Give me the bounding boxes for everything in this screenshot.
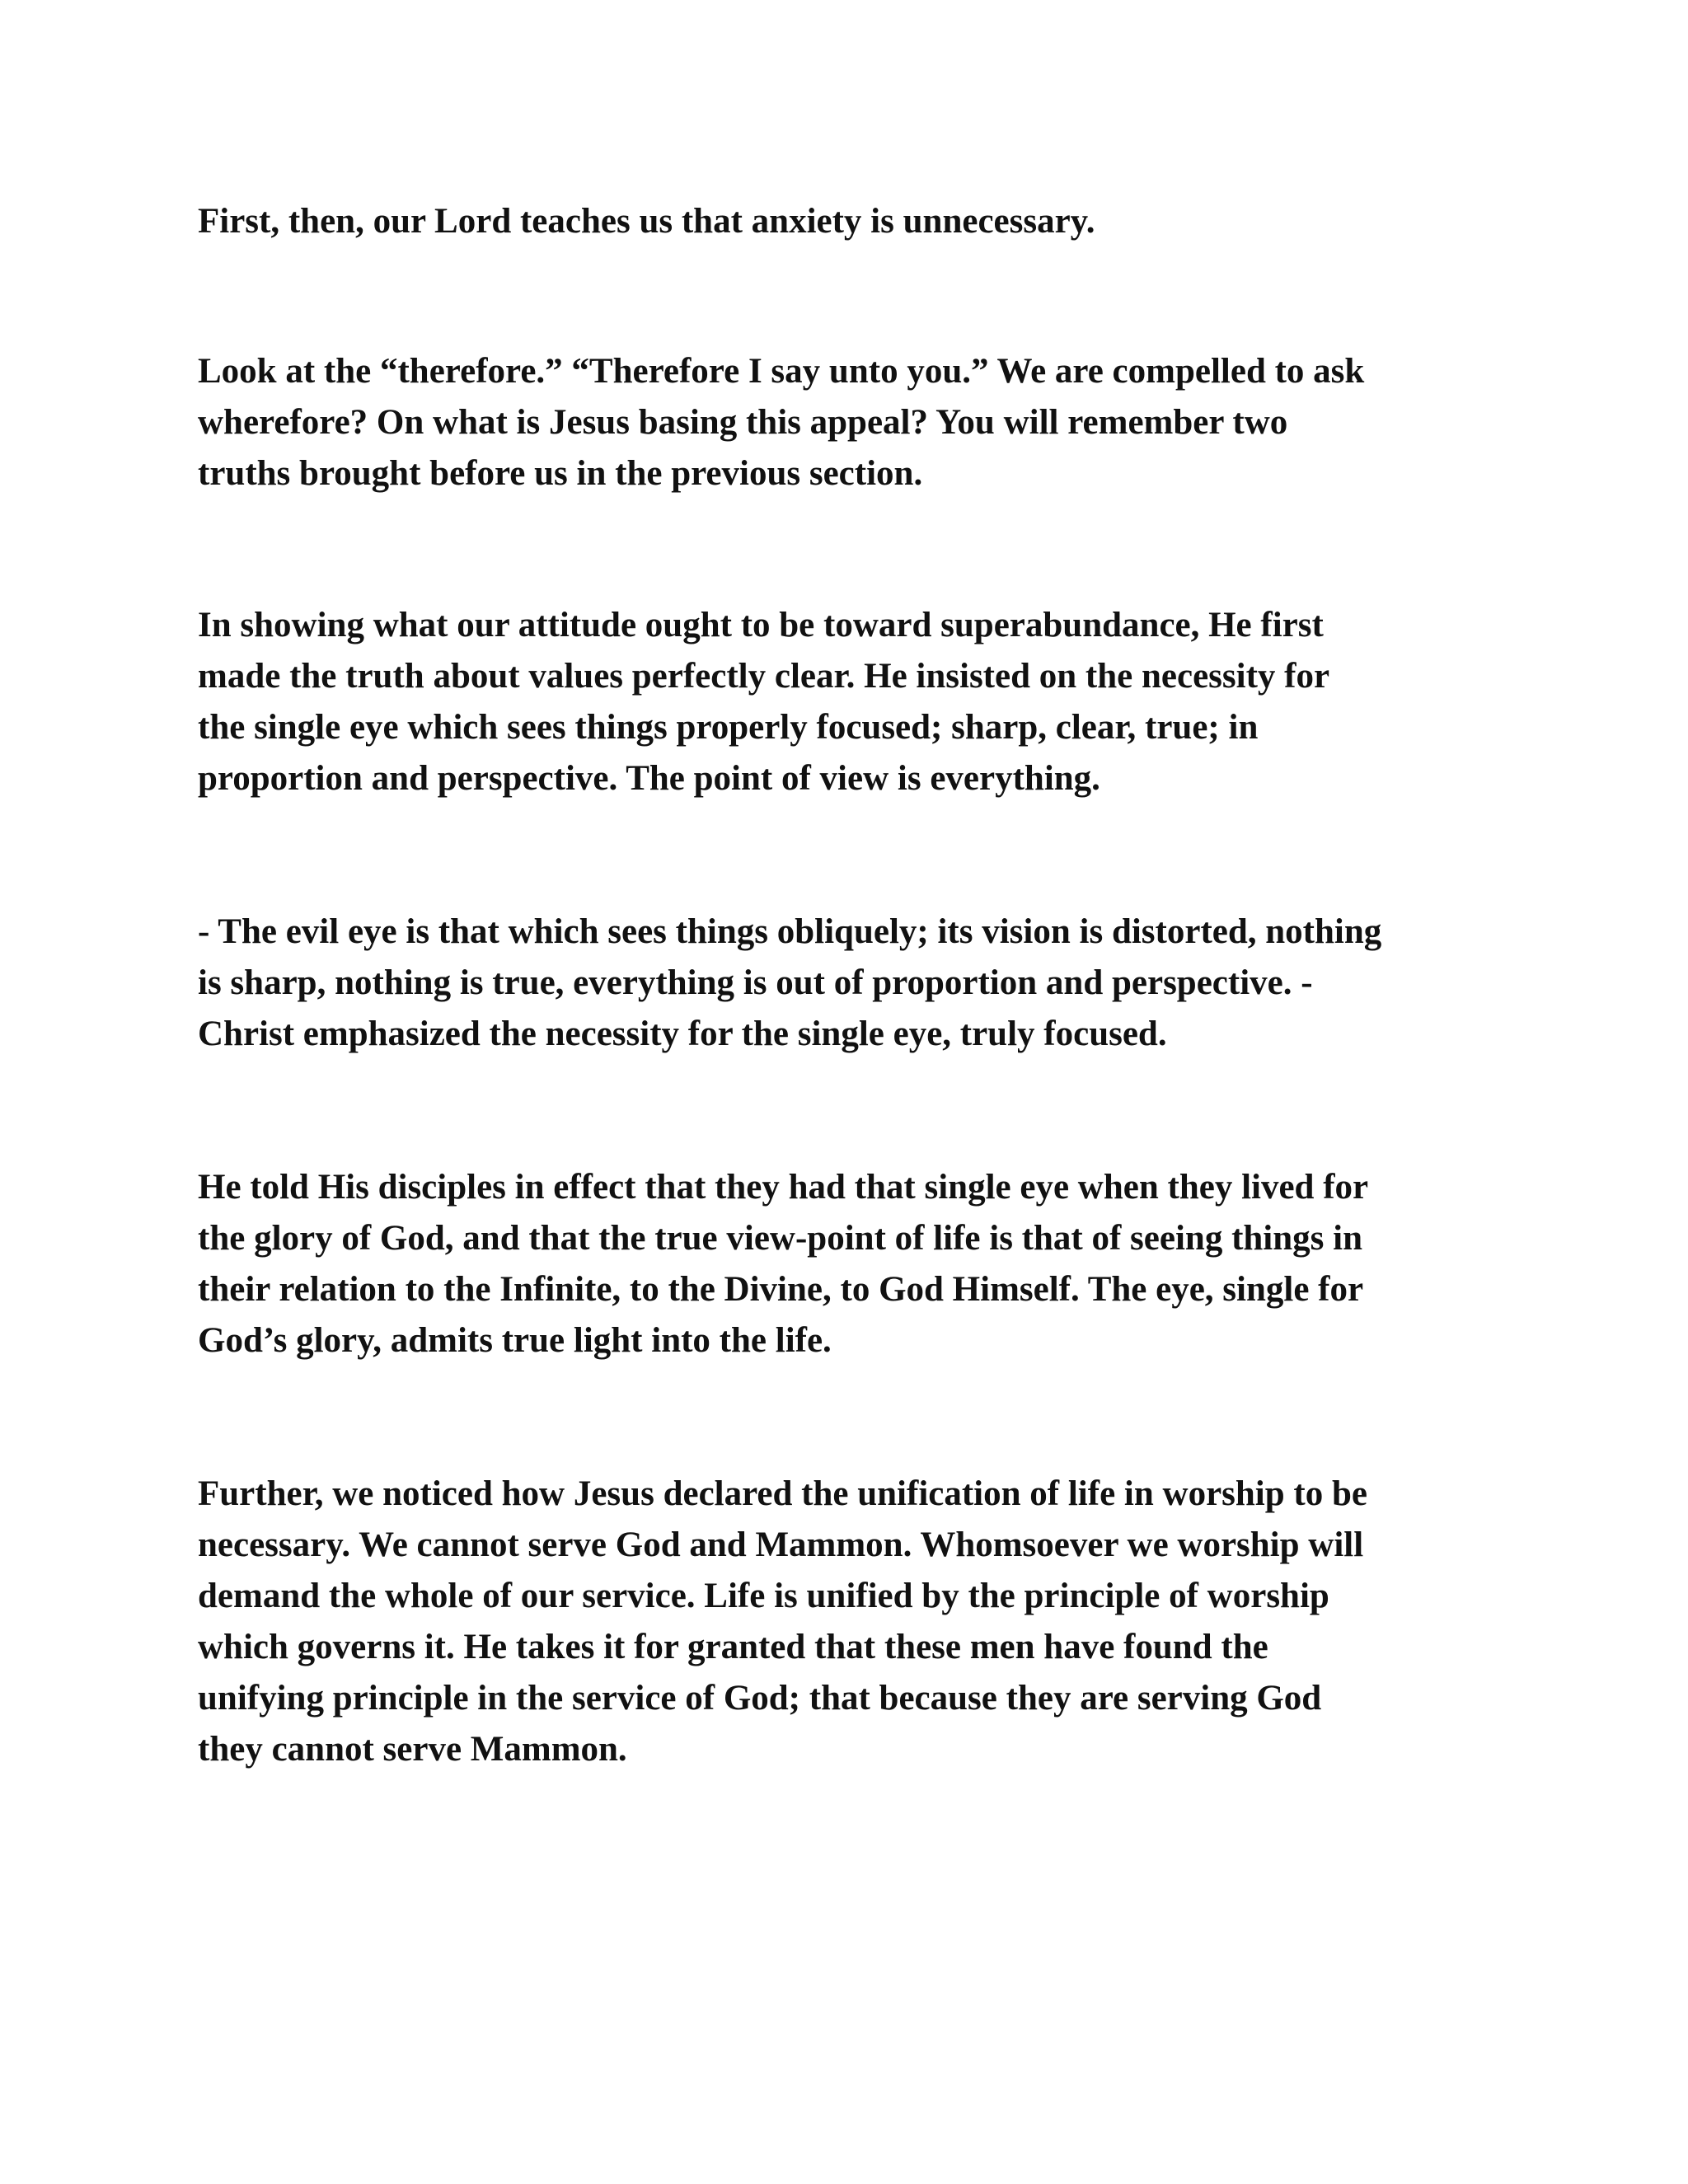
paragraph-single-eye: He told His disciples in effect that they had that single eye when they lived for the glory of God, and that the true view-point of life is that of seeing things in their relation to the Infinite, to the Divine, to God Himself. The eye, single for God’s glory, admits true light into the life. — [198, 1168, 1369, 1360]
paragraph-unification-of-life: Further, we noticed how Jesus declared the unification of life in worship to be necessary. We cannot serve God and Mammon. Whomsoever we worship will demand the whole of our service. Life is unified by the principle of worship which governs it. He takes it for granted that these men have found the unifying principle in the service of God; that because they are serving God they cannot serve Mammon. — [198, 1474, 1367, 1769]
paragraph-evil-eye: - The evil eye is that which sees things obliquely; its vision is distorted, nothing is sharp, nothing is true, everything is out of proportion and perspective. - Christ emphasized the necessity for the single eye, truly focused. — [198, 912, 1382, 1053]
paragraph-anxiety-unnecessary: First, then, our Lord teaches us that anxiety is unnecessary. — [198, 202, 1095, 241]
paragraph-superabundance: In showing what our attitude ought to be toward superabundance, He first made the truth about values perfectly clear. He insisted on the necessity for the single eye which sees things properly focused; sharp, clear, true; in proportion and perspective. The point of view is everything. — [198, 606, 1330, 798]
paragraph-therefore: Look at the “therefore.” “Therefore I say unto you.” We are compelled to ask wherefore? On what is Jesus basing this appeal? You will remember two truths brought before us in the previous section. — [198, 352, 1365, 493]
